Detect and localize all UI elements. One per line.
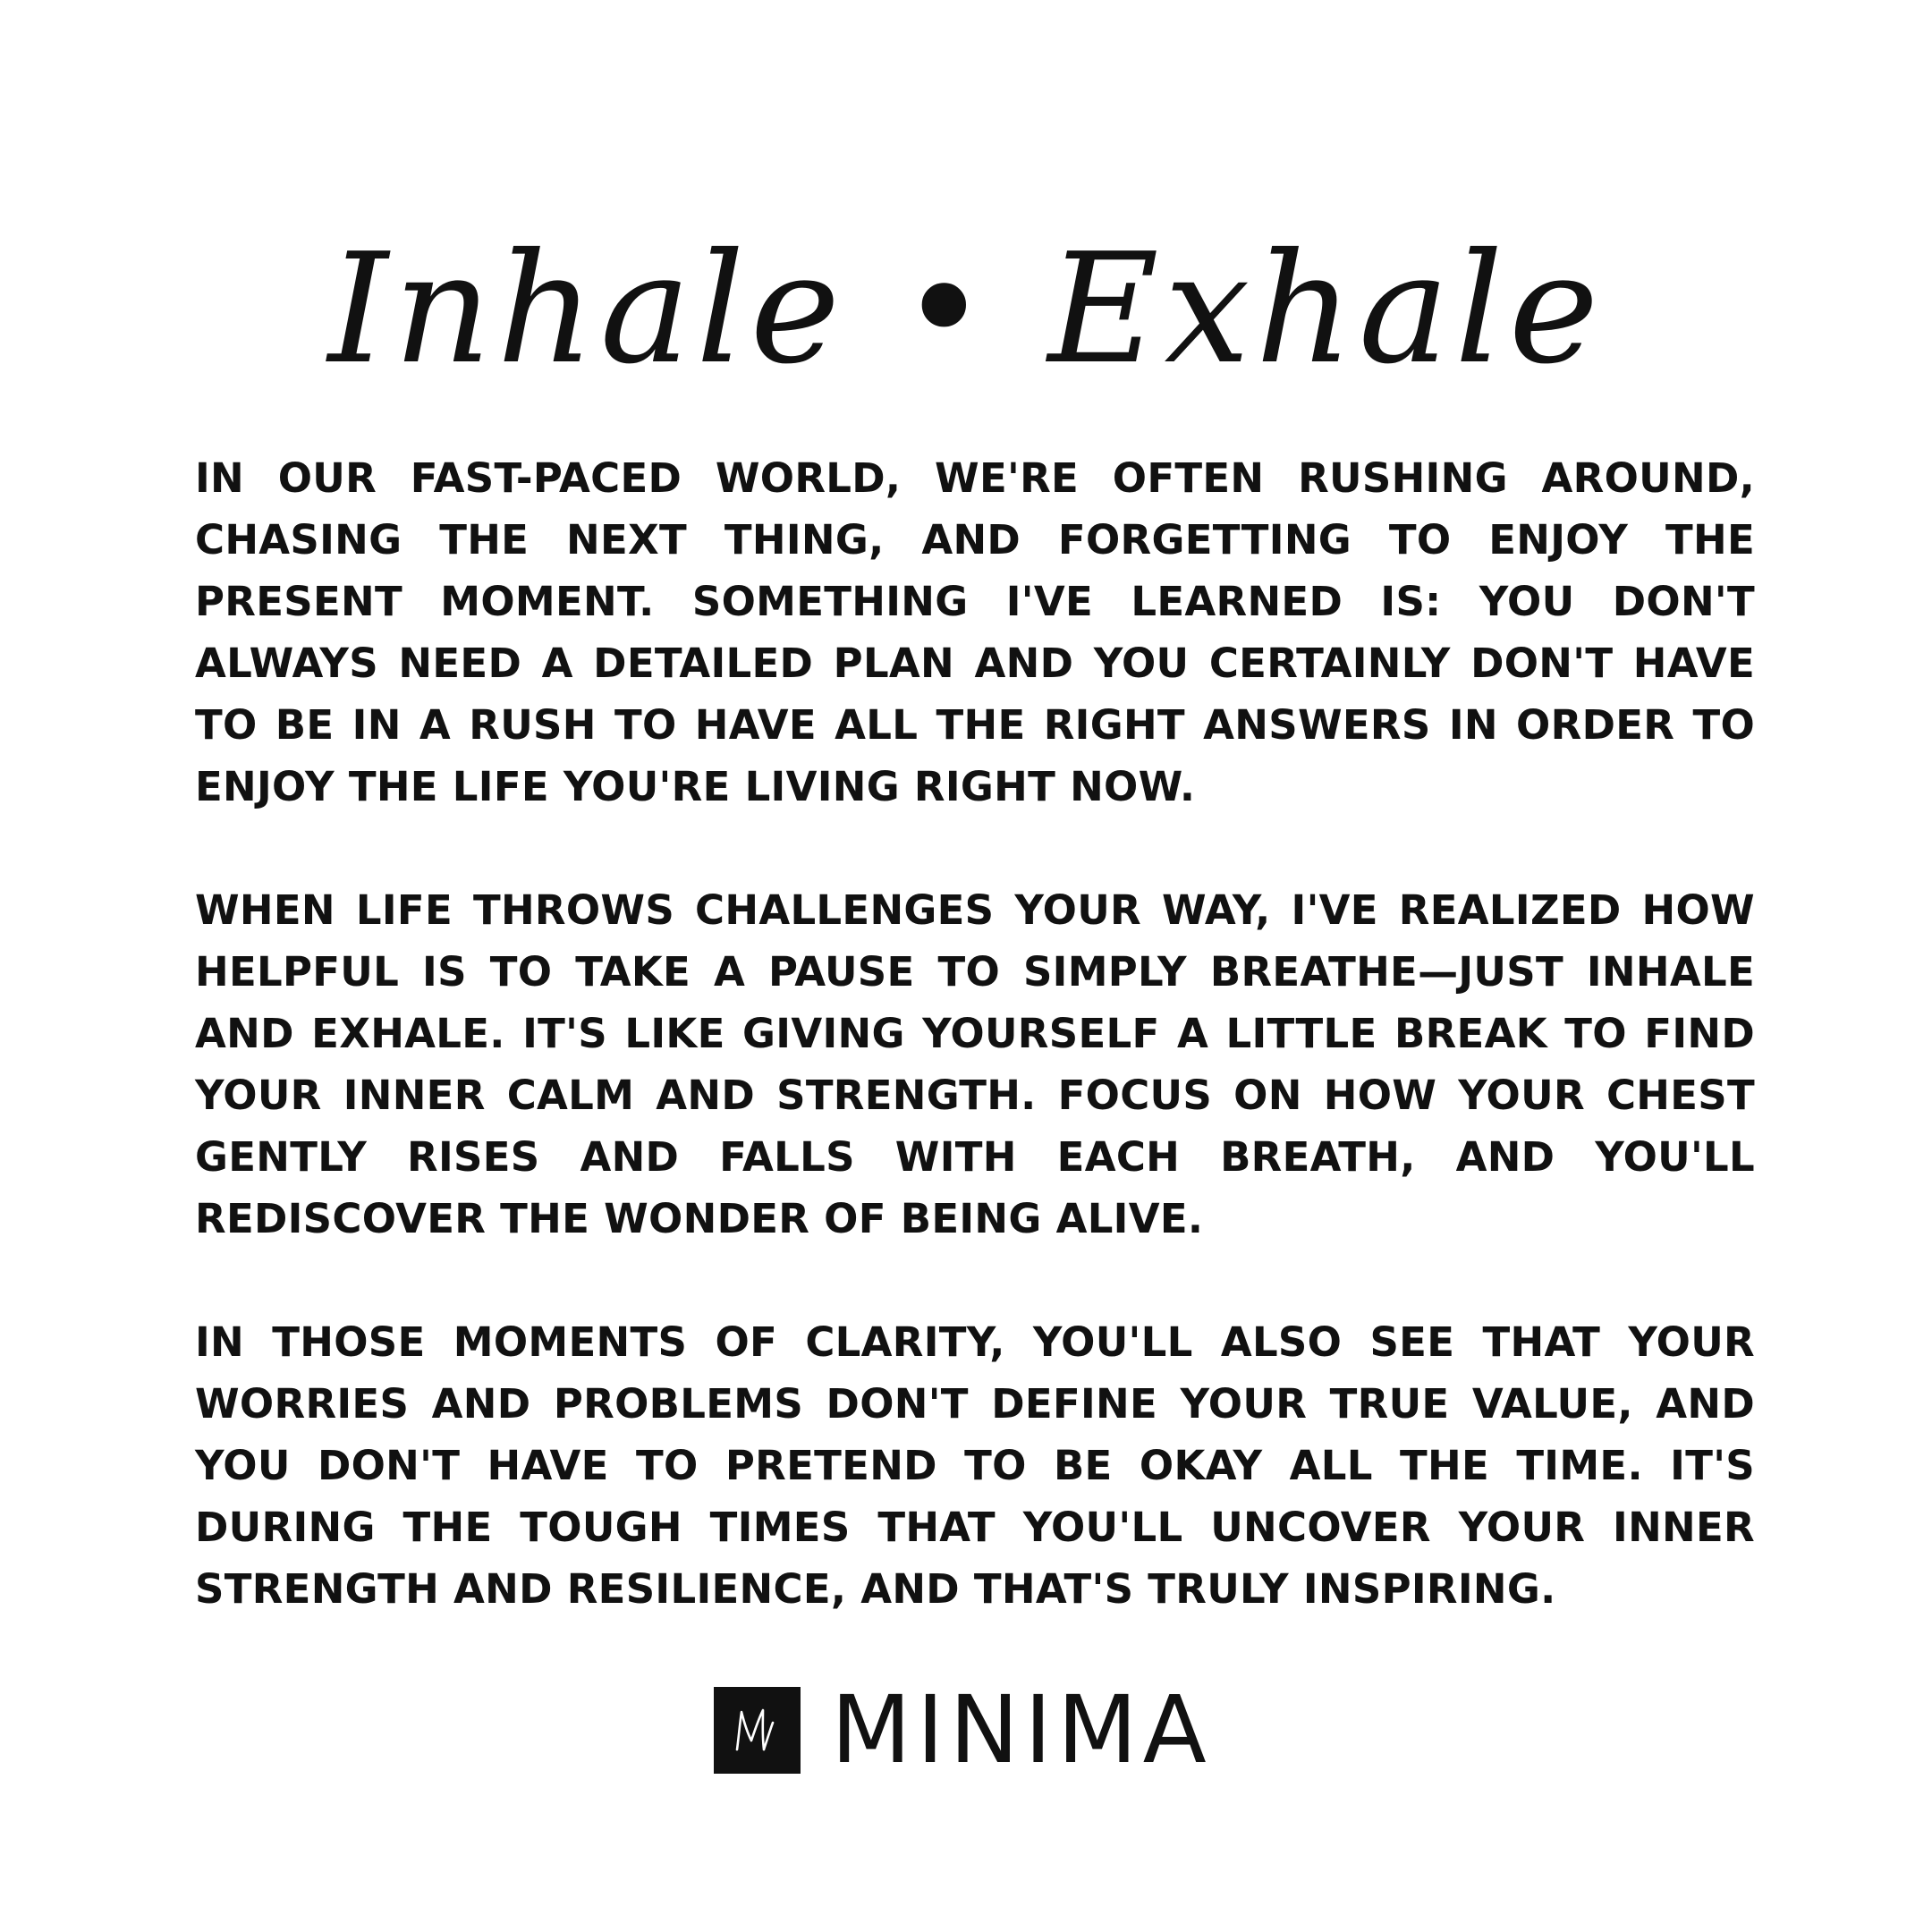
m-monogram-icon xyxy=(714,1687,801,1774)
paragraph-1: IN OUR FAST-PACED WORLD, WE'RE OFTEN RUSHING AROUND, CHASING THE NEXT THING, AND FORGETTING TO ENJOY THE PRESENT MOMENT. SOMETHING I'VE LEARNED IS: YOU DON'T ALWAYS NEED A DETAILED PLAN AND YOU CERTAINLY DON'T HAVE TO BE IN A RUSH TO HAVE ALL THE RIGHT ANSWERS IN ORDER TO ENJOY THE LIFE YOU'RE LIVING RIGHT NOW. xyxy=(195,454,1755,810)
page-title: Inhale • Exhale xyxy=(327,221,1605,398)
paragraph-2: WHEN LIFE THROWS CHALLENGES YOUR WAY, I'VE REALIZED HOW HELPFUL IS TO TAKE A PAUSE TO SIMPLY BREATHE—JUST INHALE AND EXHALE. IT'S LIKE GIVING YOURSELF A LITTLE BREAK TO FIND YOUR INNER CALM AND STRENGTH. FOCUS ON HOW YOUR CHEST GENTLY RISES AND FALLS WITH EACH BREATH, AND YOU'LL REDISCOVER THE WONDER OF BEING ALIVE. xyxy=(195,886,1755,1242)
brand-name: MINIMA xyxy=(831,1675,1212,1784)
m-monogram-icon-svg xyxy=(714,1687,801,1774)
paragraph-3: IN THOSE MOMENTS OF CLARITY, YOU'LL ALSO SEE THAT YOUR WORRIES AND PROBLEMS DON'T DEFINE YOUR TRUE VALUE, AND YOU DON'T HAVE TO PRETEND TO BE OKAY ALL THE TIME. IT'S DURING THE TOUGH TIMES THAT YOU'LL UNCOVER YOUR INNER STRENGTH AND RESILIENCE, AND THAT'S TRULY INSPIRING. xyxy=(195,1318,1755,1613)
brand-logo xyxy=(714,1675,1212,1784)
body-text xyxy=(195,447,1755,1620)
